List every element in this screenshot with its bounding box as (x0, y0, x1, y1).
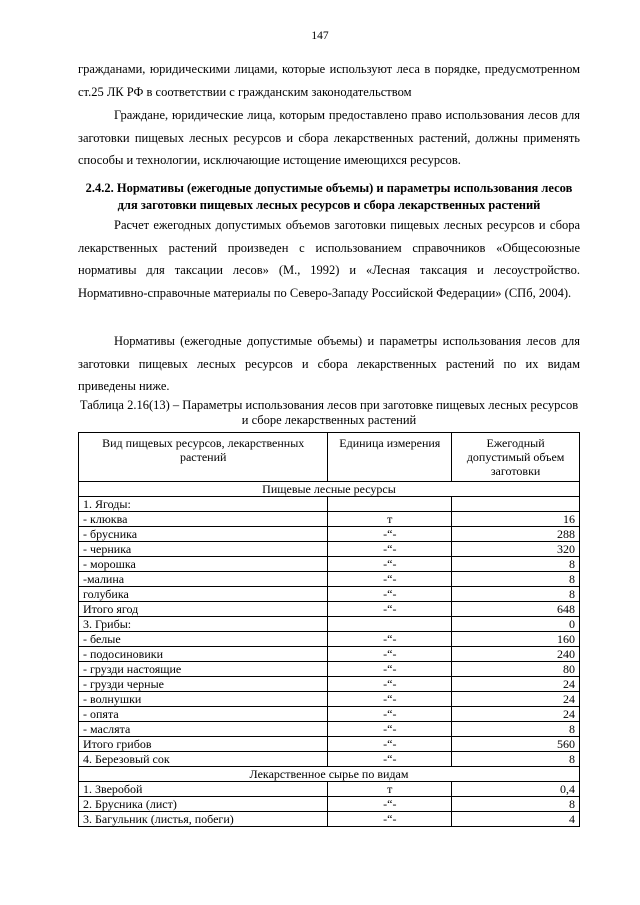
volume-cell: 0 (452, 617, 580, 632)
resource-name-cell: - грузди черные (79, 677, 328, 692)
resource-name-cell: - морошка (79, 557, 328, 572)
resource-name-cell: - клюква (79, 512, 328, 527)
paragraph-3: Расчет ежегодных допустимых объемов заготовки пищевых лесных ресурсов и сбора лекарственных растений произведен с использованием справочников «Общесоюзные нормативы для таксации лесов» (М., 1992) и «Лесная таксация и лесоустройство. Нормативно-справочные материалы по Северо-Западу Российской Федерации» (СПб, 2004). (78, 218, 580, 300)
volume-cell: 160 (452, 632, 580, 647)
table-row (79, 512, 580, 527)
table-row (79, 662, 580, 677)
table-row (79, 752, 580, 767)
table-row (79, 737, 580, 752)
header-resource-type: Вид пищевых ресурсов, лекарственных растений (79, 433, 328, 482)
resource-name-cell: Итого ягод (79, 602, 328, 617)
header-unit: Единица измерения (328, 433, 452, 482)
resource-name-cell: - опята (79, 707, 328, 722)
unit-cell: -“- (328, 752, 452, 767)
unit-cell: -“- (328, 812, 452, 827)
unit-cell: -“- (328, 542, 452, 557)
unit-cell: -“- (328, 737, 452, 752)
unit-cell: -“- (328, 662, 452, 677)
resource-name-cell: - брусника (79, 527, 328, 542)
table-row (79, 557, 580, 572)
section-heading: 2.4.2. Нормативы (ежегодные допустимые объемы) и параметры использования лесов для заготовки пищевых лесных ресурсов и сбора лекарственных растений (85, 181, 573, 212)
volume-cell: 80 (452, 662, 580, 677)
resource-name-cell: - маслята (79, 722, 328, 737)
paragraph-1: гражданами, юридическими лицами, которые используют леса в порядке, предусмотренном ст.25 ЛК РФ в соответствии с гражданским законодательством (78, 62, 580, 99)
volume-cell: 8 (452, 797, 580, 812)
resource-name-cell: - подосиновики (79, 647, 328, 662)
table-row (79, 647, 580, 662)
volume-cell: 560 (452, 737, 580, 752)
table-row (79, 542, 580, 557)
resource-name-cell: 1. Зверобой (79, 782, 328, 797)
resource-name-cell: -малина (79, 572, 328, 587)
resource-name-cell: 1. Ягоды: (79, 497, 328, 512)
resource-name-cell: 4. Березовый сок (79, 752, 328, 767)
resource-name-cell: - белые (79, 632, 328, 647)
table-row (79, 587, 580, 602)
unit-cell: -“- (328, 707, 452, 722)
volume-cell: 8 (452, 572, 580, 587)
unit-cell: -“- (328, 527, 452, 542)
table-row (79, 722, 580, 737)
volume-cell: 240 (452, 647, 580, 662)
unit-cell: -“- (328, 572, 452, 587)
table-row (79, 692, 580, 707)
table-row (79, 782, 580, 797)
unit-cell: -“- (328, 557, 452, 572)
volume-cell: 648 (452, 602, 580, 617)
resource-name-cell: - грузди настоящие (79, 662, 328, 677)
table-row (79, 632, 580, 647)
volume-cell: 24 (452, 692, 580, 707)
parameters-table (78, 432, 580, 827)
table-row (79, 602, 580, 617)
volume-cell: 24 (452, 707, 580, 722)
unit-cell: -“- (328, 797, 452, 812)
unit-cell: -“- (328, 587, 452, 602)
table-body (79, 482, 580, 827)
table-section-row (79, 767, 580, 782)
volume-cell: 8 (452, 722, 580, 737)
unit-cell: -“- (328, 722, 452, 737)
unit-cell: -“- (328, 692, 452, 707)
volume-cell: 8 (452, 752, 580, 767)
volume-cell: 0,4 (452, 782, 580, 797)
table-header-row (79, 433, 580, 482)
volume-cell: 288 (452, 527, 580, 542)
unit-cell: т (328, 782, 452, 797)
unit-cell: -“- (328, 632, 452, 647)
resource-name-cell: - черника (79, 542, 328, 557)
unit-cell: т (328, 512, 452, 527)
paragraph-4: Нормативы (ежегодные допустимые объемы) и параметры использования лесов для заготовки пищевых лесных ресурсов и сбора лекарственных растений по их видам приведены ниже. (78, 334, 580, 393)
volume-cell (452, 497, 580, 512)
table-caption: Таблица 2.16(13) – Параметры использования лесов при заготовке пищевых лесных ресурсов и сборе лекарственных растений (79, 398, 579, 427)
unit-cell (328, 617, 452, 632)
table-row (79, 617, 580, 632)
section-title: Пищевые лесные ресурсы (79, 482, 580, 497)
resource-name-cell: голубика (79, 587, 328, 602)
resource-name-cell: 3. Багульник (листья, побеги) (79, 812, 328, 827)
volume-cell: 8 (452, 557, 580, 572)
paragraph-2: Граждане, юридические лица, которым предоставлено право использования лесов для заготовки пищевых лесных ресурсов и сбора лекарственных растений, должны применять способы и технологии, исключающие истощение имеющихся ресурсов. (78, 108, 580, 167)
volume-cell: 320 (452, 542, 580, 557)
unit-cell: -“- (328, 647, 452, 662)
volume-cell: 16 (452, 512, 580, 527)
table-row (79, 497, 580, 512)
unit-cell: -“- (328, 602, 452, 617)
table-row (79, 707, 580, 722)
table-row (79, 572, 580, 587)
page-number: 147 (311, 30, 329, 42)
volume-cell: 8 (452, 587, 580, 602)
unit-cell (328, 497, 452, 512)
table-row (79, 677, 580, 692)
resource-name-cell: - волнушки (79, 692, 328, 707)
table-row (79, 812, 580, 827)
unit-cell: -“- (328, 677, 452, 692)
resource-name-cell: Итого грибов (79, 737, 328, 752)
table-section-row (79, 482, 580, 497)
volume-cell: 4 (452, 812, 580, 827)
resource-name-cell: 2. Брусника (лист) (79, 797, 328, 812)
header-annual-volume: Ежегодный допустимый объем заготовки (452, 433, 580, 482)
section-title: Лекарственное сырье по видам (79, 767, 580, 782)
volume-cell: 24 (452, 677, 580, 692)
table-row (79, 797, 580, 812)
resource-name-cell: 3. Грибы: (79, 617, 328, 632)
table-row (79, 527, 580, 542)
